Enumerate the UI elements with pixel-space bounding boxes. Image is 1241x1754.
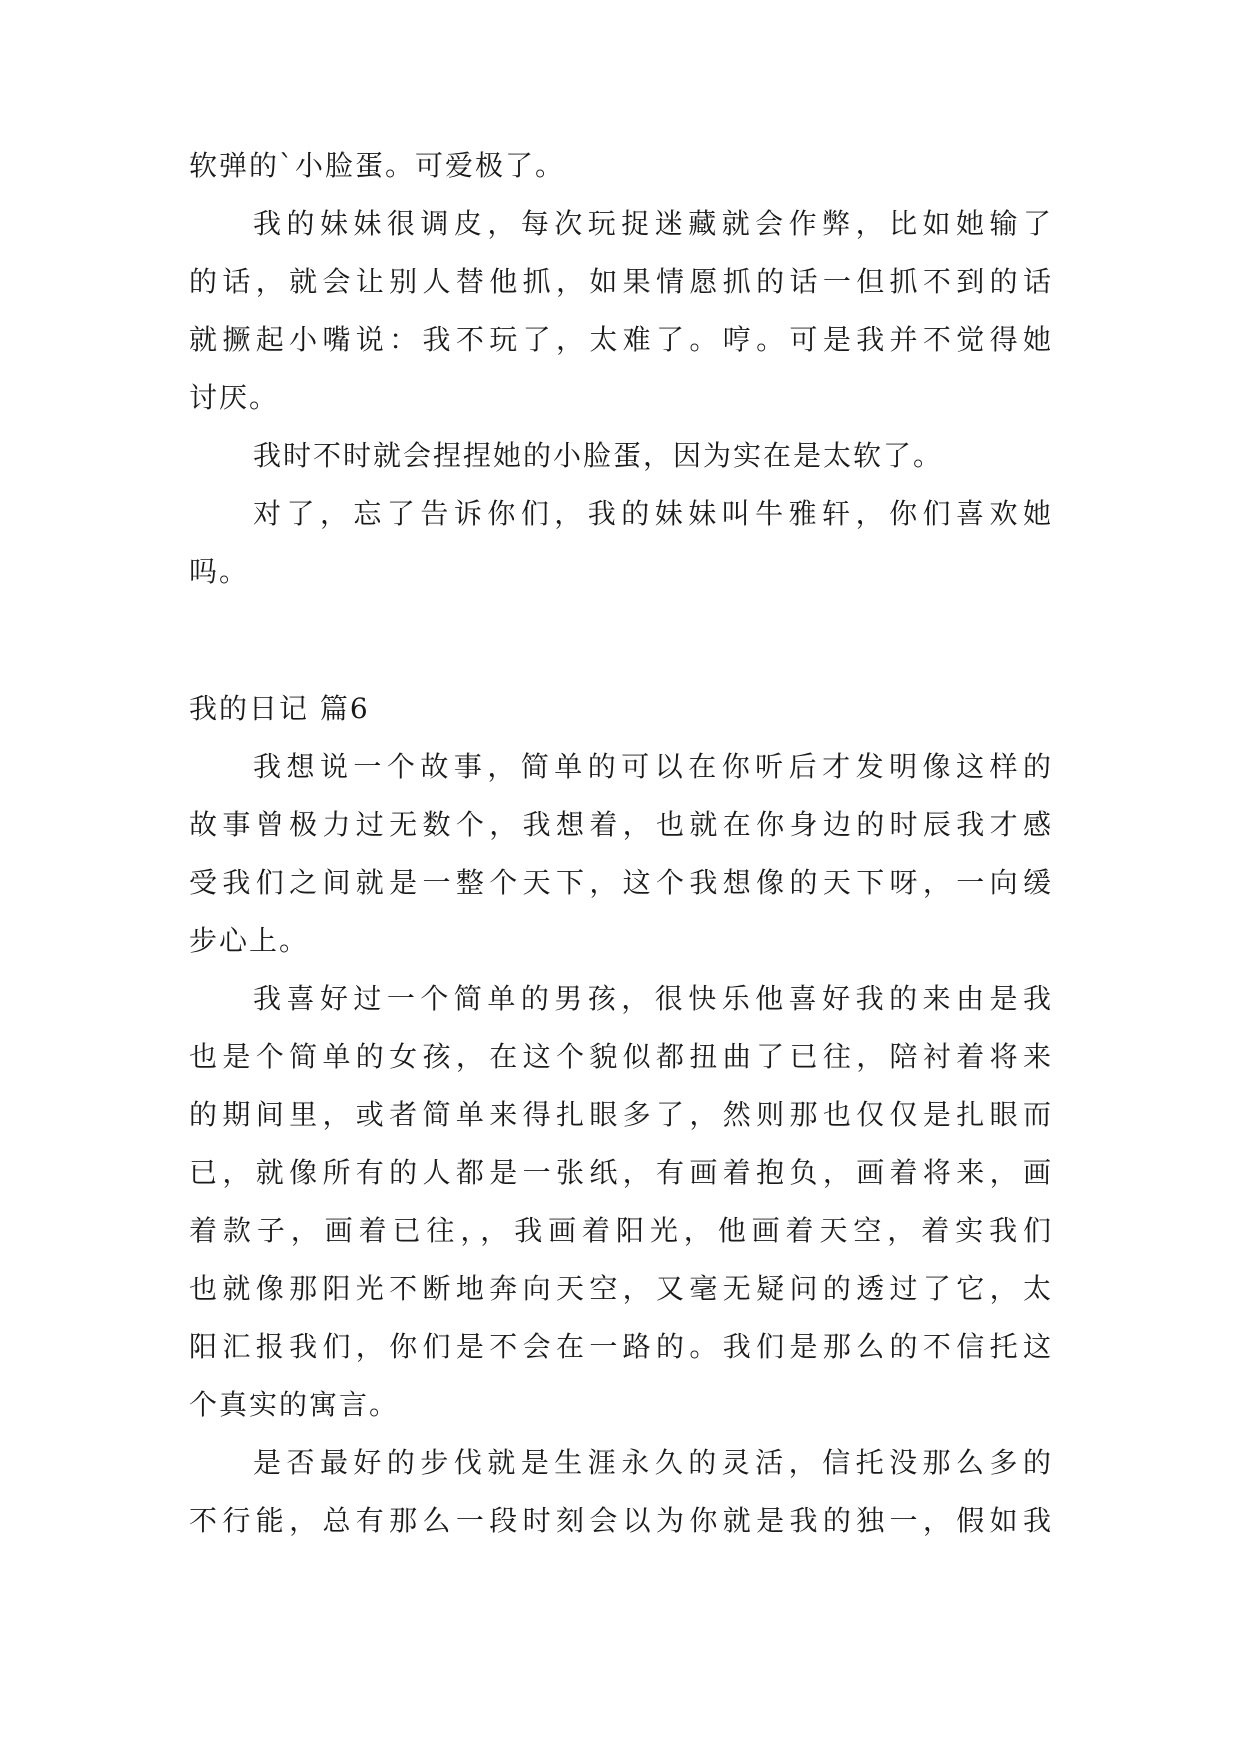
paragraph-line: 步心上。 — [189, 924, 310, 957]
paragraph-line: 对了，忘了告诉你们，我的妹妹叫牛雅轩，你们喜欢她 — [253, 497, 1053, 530]
paragraph-line: 已，就像所有的人都是一张纸，有画着抱负，画着将来，画 — [189, 1156, 1053, 1189]
paragraph-line: 软弹的`小脸蛋。可爱极了。 — [189, 149, 566, 182]
paragraph-line: 我想说一个故事，简单的可以在你听后才发明像这样的 — [253, 750, 1053, 783]
paragraph-line: 着款子，画着已往，，我画着阳光，他画着天空，着实我们 — [189, 1214, 1053, 1247]
paragraph-line: 我喜好过一个简单的男孩，很快乐他喜好我的来由是我 — [253, 982, 1053, 1015]
section-heading: 我的日记 篇6 — [189, 692, 370, 725]
paragraph-line: 的话，就会让别人替他抓，如果情愿抓的话一但抓不到的话 — [189, 265, 1053, 298]
paragraph-line: 阳汇报我们，你们是不会在一路的。我们是那么的不信托这 — [189, 1330, 1053, 1363]
paragraph-line: 我的妹妹很调皮，每次玩捉迷藏就会作弊，比如她输了 — [253, 207, 1053, 240]
paragraph-line: 也就像那阳光不断地奔向天空，又毫无疑问的透过了它，太 — [189, 1272, 1053, 1305]
paragraph-line: 受我们之间就是一整个天下，这个我想像的天下呀，一向缓 — [189, 866, 1053, 899]
paragraph-line: 的期间里，或者简单来得扎眼多了，然则那也仅仅是扎眼而 — [189, 1098, 1053, 1131]
paragraph-line: 是否最好的步伐就是生涯永久的灵活，信托没那么多的 — [253, 1446, 1053, 1479]
paragraph-line: 我时不时就会捏捏她的小脸蛋，因为实在是太软了。 — [253, 439, 944, 472]
paragraph-line: 也是个简单的女孩，在这个貌似都扭曲了已往，陪衬着将来 — [189, 1040, 1053, 1073]
section-2 — [189, 680, 1053, 1550]
paragraph-line: 故事曾极力过无数个，我想着，也就在你身边的时辰我才感 — [189, 808, 1053, 841]
paragraph-line: 讨厌。 — [189, 381, 280, 414]
paragraph-line: 就撅起小嘴说：我不玩了，太难了。哼。可是我并不觉得她 — [189, 323, 1053, 356]
paragraph-line: 不行能，总有那么一段时刻会以为你就是我的独一，假如我 — [189, 1504, 1053, 1537]
paragraph-line: 个真实的寓言。 — [189, 1388, 400, 1421]
section-1 — [189, 137, 1053, 601]
paragraph-line: 吗。 — [189, 555, 250, 588]
